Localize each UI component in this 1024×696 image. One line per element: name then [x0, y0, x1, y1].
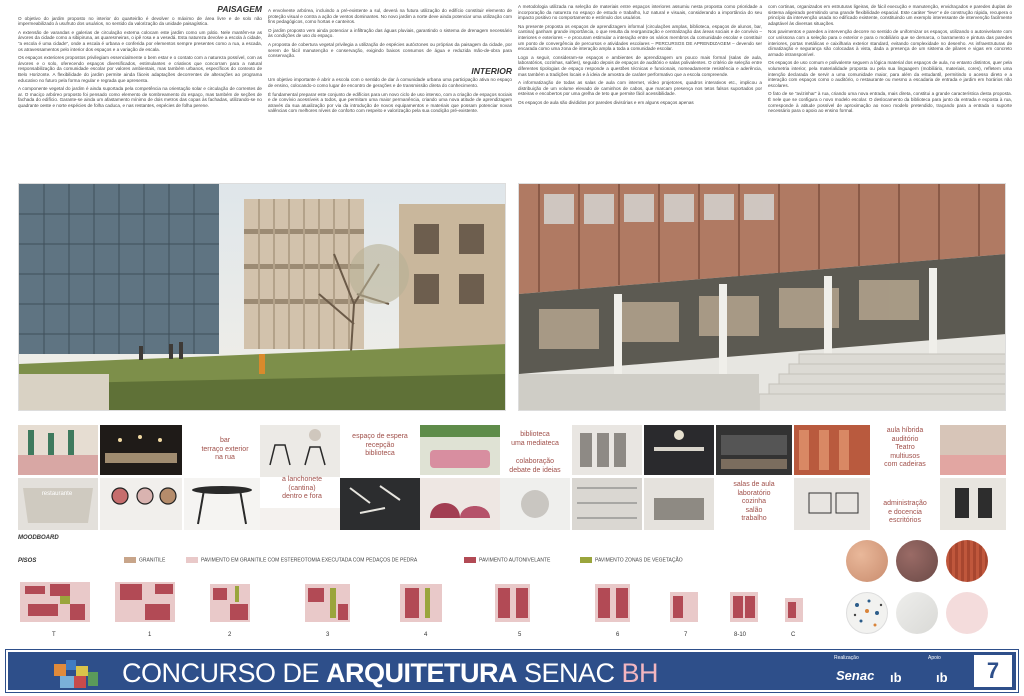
floor-label: C	[791, 632, 796, 638]
svg-text:ıb: ıb	[890, 670, 902, 685]
apoio-label: Apoio	[928, 655, 941, 661]
paragraph: O fato de se “avizinhar” à rua, criando uma nova entrada, mais direta, constitui a grande característica desta proposta. É nele que se configura o novo modelo escolar. O deslocamento da biblioteca para junto da entrada e exposta à rua, corresponde à atitude possível de aproximação ao novo modelo pretendido, traçando para a entrada o suporte necessário para o apoio ao ensino formal.	[768, 91, 1012, 114]
text-column-3	[518, 4, 762, 109]
legend-swatch	[186, 557, 198, 563]
paragraph: Os espaços de aula são divididos por paredes divisórias e em alguns espaços apenas	[518, 99, 694, 105]
banner-title: CONCURSO DE ARQUITETURA SENAC BH	[122, 658, 659, 688]
floor-plan-6	[590, 574, 640, 626]
legend-granitile: GRANITILE	[124, 557, 165, 563]
floor-label: 5	[518, 632, 522, 638]
floor-plan-5	[490, 574, 540, 626]
paragraph: Os espaços de uso comum e polivalente seguem a lógica material dos espaços de aula, no entanto distintos, quer pela volumetria interior, pela materialidade proposta ou pela sua linguagem (mobiliário, materiais, cores), refletem uma intenção declarada de servir a uma comunidade maior, para além da estudantil, permitindo o acesso direto e a interação com espaços como o auditório, o restaurante ou mesmo a escadaria de entrada e jardim em horários não escolares.	[768, 60, 1012, 88]
legend-autonivelante: PAVIMENTO AUTONIVELANTE	[464, 557, 550, 563]
senac-logo: Senac	[836, 668, 875, 683]
paragraph: A informatização de todas as salas de aula com internet, vídeo projetores, quadros interativos etc., implicou a distribuição de um volume elevado de caminhos de cabos, que marcam presença nos tetos falsos suportados por esteiras e encobertos por uma grelha de teto que permite fácil acessibilidade.	[518, 80, 762, 97]
svg-text:ıb: ıb	[936, 670, 948, 685]
mood-image	[100, 478, 182, 530]
floor-label: 4	[424, 632, 428, 638]
floor-label: 7	[684, 632, 688, 638]
mood-image	[420, 478, 500, 530]
paragraph: A extensão de varandas e galerias de circulação externa colocam este jardim como um pátio. Nele mantêm-se as árvores da cidade como a sibipiruna, as quaresmeiras, o ipê rosa e a vesedá. Esta natureza devolve a escola à cidade, “a escola é uma cidade”, onde a escala é urbana e conferida por elementos sempre presentes como a rua, a escada, os atravessamentos pelo interior dos espaços e a variação de escala.	[18, 29, 262, 52]
mood-image	[100, 425, 182, 475]
legend-vegetacao: PAVIMENTO ZONAS DE VEGETAÇÃO	[580, 557, 683, 563]
mood-label-restaurante: restaurante	[41, 491, 73, 497]
floor-label: 8-10	[734, 632, 747, 638]
floor-plan-C	[780, 574, 810, 626]
mood-image	[940, 478, 1006, 530]
floor-label: T	[52, 632, 56, 638]
partner-logo	[934, 668, 952, 686]
material-swatch	[846, 592, 888, 634]
heading-interior: INTERIOR	[471, 65, 512, 76]
mood-image	[572, 425, 642, 475]
mood-label-colaboracao: colaboração debate de ideias	[509, 458, 561, 474]
floor-label: 2	[228, 632, 232, 638]
floor-plan-1	[115, 574, 185, 626]
mood-label-biblioteca: biblioteca uma mediateca	[511, 431, 559, 447]
floor-plan-8-10	[725, 574, 765, 626]
page-number-box	[974, 655, 1012, 687]
material-swatch	[896, 592, 938, 634]
mood-image	[716, 425, 792, 475]
floor-plan-T	[20, 574, 100, 626]
garden-render	[18, 183, 506, 411]
legend-swatch	[124, 557, 136, 563]
pisos-title: PISOS	[18, 558, 37, 564]
footer-banner	[6, 650, 1018, 692]
paragraph: A envolvente arbórea, incluindo a pré-existente a sul, deverá na futura utilização do edifício constituir elemento de proteção visual e contra a ação de ventos dominantes. No novo jardim a norte deve ainda potenciar uma utilização com fins pedagógicos, como hortas e canteiros.	[268, 8, 512, 25]
mood-image	[420, 425, 500, 475]
legend-granitile-pedra: PAVIMENTO EM GRANITILE COM ESTEREOTOMIA EXECUTADA COM PEDAÇOS DE PEDRA	[186, 557, 417, 563]
mood-label-bar: bar terraço exterior na rua	[201, 437, 249, 461]
material-swatch	[946, 592, 988, 634]
mood-image	[260, 508, 340, 530]
mood-image	[794, 425, 870, 475]
material-swatch	[896, 540, 938, 582]
text-column-1	[18, 6, 262, 112]
legend-swatch	[464, 557, 476, 563]
mood-image	[184, 478, 260, 530]
mood-image	[572, 478, 642, 530]
mood-image	[340, 478, 420, 530]
mood-label-lanchonete: a lanchonete (cantina) dentro e fora	[281, 476, 323, 500]
realizacao-label: Realização	[834, 655, 859, 661]
material-swatch	[846, 540, 888, 582]
page-number: 7	[986, 658, 1000, 683]
legend-swatch	[580, 557, 592, 563]
floor-plan-7	[665, 574, 705, 626]
text-column-4	[768, 4, 1012, 117]
paragraph: O objetivo do jardim proposto no interior do quarteirão é devolver o máximo de área livre e de solo não impermeabilizado à usufruto dos usuários, no sentido da valorização da unidade paisagística.	[18, 15, 262, 27]
partner-logo	[888, 668, 906, 686]
mood-label-auditorio: aula híbrida auditório Teatro multiusos com cadeiras	[884, 427, 926, 468]
mood-image	[260, 425, 340, 477]
text-column-2	[268, 8, 512, 117]
paragraph: A componente vegetal do jardim é ainda suportada pela competência na orientação solar e circulação de correntes de ar. O maciço arbóreo proposto foi pensado como elemento de sombreamento do espaço, mas também de seções de fachada do edifício. Garante-se ainda um afastamento mínimo de dois metros das copas às fachadas, utilizando-se no quadrante oeste e norte espécies de folha caduca, e nas restantes, espécies de folha perene.	[18, 86, 262, 108]
paragraph: Nos pavimentos e paredes a intervenção decorre no sentido de uniformizar os espaços, utilizando o autonivelante com cor uníssona com a seleção para o exterior e para o mobiliário que se demarca, o barramento e pintura das paredes interiores, portas metálicas e caixilharia exterior standard, evitando complexidade no desenho. As infraestruturas de climatização e segurança são colocadas à vista, dada a presença de um sistema de pilares e vigas em concreto armado intransponível.	[768, 29, 1012, 57]
mood-image	[644, 478, 714, 530]
paragraph: A metodologia utilizada na seleção de materiais entre espaços interiores assumiu nesta proposta como prioridade a incorporação da natureza no espaço de estudo e trabalho, luz natural e visuais, considerando a importância do seu impacto positivo no comportamento e estímulo dos usuários.	[518, 4, 762, 21]
material-swatch	[946, 540, 988, 582]
moodboard-title: MOODBOARD	[18, 535, 59, 541]
mood-image	[18, 478, 98, 530]
paragraph: É fundamental preparar este conjunto de edifícios para um novo ciclo de uso intenso, com a criação de espaços sociais e de convívio acessíveis a todos, que permitam uma maior permanência, criando uma nova atitude de aprendizagem através da sua atualização por via da introdução de novos equipamentos e materiais que possam potenciar novas valências com melhores níveis de conforto com respeito e valorização pela sua condição pré-existente.	[268, 91, 512, 114]
mood-label-salas: salas de aula laboratório cozinha salão trabalho	[733, 481, 775, 522]
paragraph: O jardim proposto vem ainda potenciar a infiltração das águas pluviais, garantindo o sistema de drenagem necessário às condições de uso do espaço.	[268, 27, 512, 39]
mood-image	[644, 425, 714, 475]
mood-image	[500, 478, 570, 530]
logo-mosaic	[52, 656, 102, 690]
floor-label: 3	[326, 632, 330, 638]
paragraph: com cortinas, organizados em estruturas ligeiras, de fácil execução e manutenção, envidraçados e paredes duplas de sistema aligeirado permitindo uma grande flexibilidade espacial. Este caráter “leve” e de construção rápida, recupera o princípio da intervenção usada no edificado existente, constituindo um exemplo interessante de intervenção facilmente adaptável às diversas situações.	[768, 4, 1012, 26]
paragraph: Na presente proposta os espaços de aprendizagem informal (circulações amplas, biblioteca, espaços de alunos, bar, cantina) ganham grande importância, o que resulta da reorganização e centralização das áreas sociais e de convívio – interiores e exteriores – e procuram estimular a interação entre os vários membros da comunidade escolar e constituir um ponto de convergência de percursos e atividades escolares – PERCURSOS DE APRENDIZAGEM – devendo ser encarada como uma zona de interação ampla a toda a comunidade escolar.	[518, 23, 762, 52]
mood-image	[940, 425, 1006, 475]
interior-render	[518, 183, 1006, 411]
heading-paisagem: PAISAGEM	[217, 4, 262, 14]
floor-plan-4	[395, 574, 455, 626]
mood-image	[794, 478, 870, 530]
floor-plan-2	[205, 574, 265, 626]
mood-label-administracao: administração e docencia escritórios	[883, 500, 927, 524]
paragraph: Um objetivo importante é abrir a escola com o sentido de dar à comunidade urbana uma participação ativa no espaço de ensino, colocando-o como lugar de encontro de gerações e de transmissão direta do conhecimento.	[268, 77, 512, 88]
floor-plan-3	[300, 574, 360, 626]
paragraph: Os espaços exteriores propostos privilegiam essencialmente o bem estar e o contato com a natureza possível, com as árvores e o solo, oferecendo espaços diversificados, estimulantes e criativos que concorram para a natural responsabilização da comunidade escolar por valores ambientais, mas também urbanos, específicos do contexto de Belo Horizonte. A flexibilidade do jardim permite ainda fáceis adaptações decorrentes de alterações ao programa educativo no futuro pela forma regular e regrada que apresenta.	[18, 55, 262, 83]
mood-image	[18, 425, 98, 475]
paragraph: A proposta de cobertura vegetal privilegia a utilização de espécies autóctones ou próprias da paisagem da cidade, por serem de fácil manutenção e conservação, exigindo baixos consumos de água e reduzida mão-de-obra para conservação.	[268, 41, 512, 59]
floor-label: 6	[616, 632, 620, 638]
floor-label: 1	[148, 632, 152, 638]
paragraph: Logo a seguir, consideram-se espaços e ambientes de aprendizagem um pouco mais formal (salas de aula, laboratórios, cozinhas, salões), seguido depois de espaços de auditório e salas polivalentes. O critério de seleção entre diferentes tipologias de espaço responde a questões técnicas e funcionais, nomeadamente resistência e aderência, mas também a tradições locais e à ideia de amostra de caráter performativo que a escola compreende.	[518, 54, 762, 77]
mood-label-espera: espaço de espera recepção biblioteca	[352, 433, 408, 457]
